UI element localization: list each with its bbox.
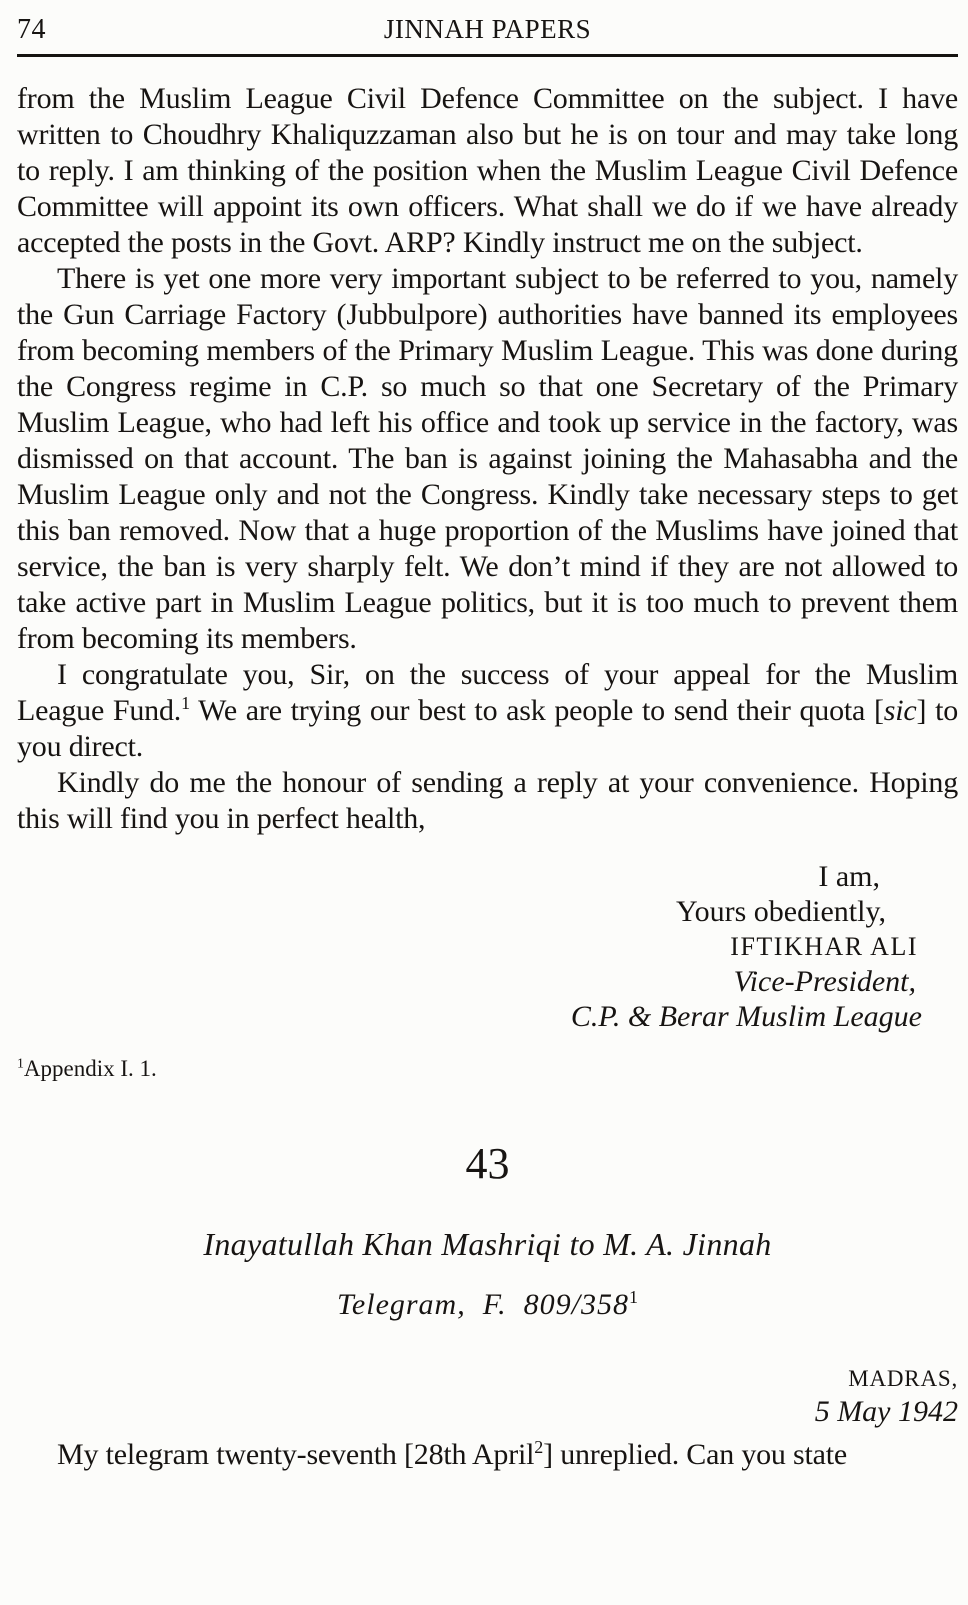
footnote-reference-2: 2 xyxy=(534,1437,544,1457)
running-header xyxy=(17,10,958,50)
paragraph-civil-defence-text: from the Muslim League Civil Defence Committee on the subject. I have written to Choudhry Khaliquzzaman also but he is on tour and may take long to reply. I am thinking of the position when the Muslim League Civil Defence Committee will appoint its own officers. What shall we do if we have already accepted the posts in the Govt. ARP? Kindly instruct me on the subject. xyxy=(17,82,958,259)
footnote xyxy=(17,1054,958,1084)
page-number: 74 xyxy=(17,14,46,45)
paragraph-telegram-opening-text-a: My telegram twenty-seventh [28th April xyxy=(57,1438,535,1471)
paragraph-telegram-opening-text-b: ] unreplied. Can you state xyxy=(543,1438,847,1471)
paragraph-telegram-opening xyxy=(17,1436,958,1474)
paragraph-league-fund-text-a: I congratulate you, Sir, on the success of your appeal for the Muslim League Fund. xyxy=(17,658,958,727)
signatory-title: Vice-President, xyxy=(733,965,916,998)
footnote-reference-1: 1 xyxy=(181,693,190,713)
date-line: 5 May 1942 xyxy=(814,1395,958,1428)
paragraph-league-fund-text-b: We are trying our best to ask people to send their quota [ xyxy=(189,694,884,727)
signatory-organization: C.P. & Berar Muslim League xyxy=(570,1000,922,1033)
sic-annotation: sic xyxy=(883,694,917,727)
paragraph-civil-defence xyxy=(17,81,958,261)
place-line: MADRAS, xyxy=(848,1366,958,1391)
document-source-text: Telegram, F. 809/358 xyxy=(336,1288,630,1321)
paragraph-reply-request xyxy=(17,765,958,837)
paragraph-league-fund xyxy=(17,657,958,765)
document-number: 43 xyxy=(465,1139,510,1188)
paragraph-reply-request-text: Kindly do me the honour of sending a reply at your convenience. Hoping this will find you in perfect health, xyxy=(17,766,958,835)
paragraph-league-fund-text-c: ] to you direct. xyxy=(17,694,959,763)
source-footnote-reference: 1 xyxy=(629,1287,639,1307)
paragraph-gun-carriage-text: There is yet one more very important subject to be referred to you, namely the Gun Carriage Factory (Jubbulpore) authorities have banned its employees from becoming members of the Primary Muslim League. This was done during the Congress regime in C.P. so much so that one Secretary of the Primary Muslim League, who had left his office and took up service in the factory, was dismissed on that account. The ban is against joining the Mahasabha and the Muslim League only and not the Congress. Kindly take necessary steps to get this ban removed. Now that a huge proportion of the Muslims have joined that service, the ban is very sharply felt. We don’t mind if they are not allowed to take active part in Muslim League politics, but it is too much to prevent them from becoming its members. xyxy=(17,262,958,655)
signature-block xyxy=(17,859,958,1034)
document-source-line xyxy=(17,1286,958,1324)
header-rule xyxy=(17,54,958,57)
letter-body xyxy=(17,81,958,837)
document-heading: Inayatullah Khan Mashriqi to M. A. Jinnah xyxy=(203,1226,772,1262)
footnote-marker: 1 xyxy=(17,1055,24,1071)
paragraph-gun-carriage xyxy=(17,261,958,657)
closing-yours-obediently: Yours obediently, xyxy=(675,895,886,928)
footnote-text: Appendix I. 1. xyxy=(23,1056,157,1081)
running-head-title: JINNAH PAPERS xyxy=(383,14,592,44)
signatory-name: IFTIKHAR ALI xyxy=(730,932,918,961)
closing-i-am: I am, xyxy=(818,860,880,893)
